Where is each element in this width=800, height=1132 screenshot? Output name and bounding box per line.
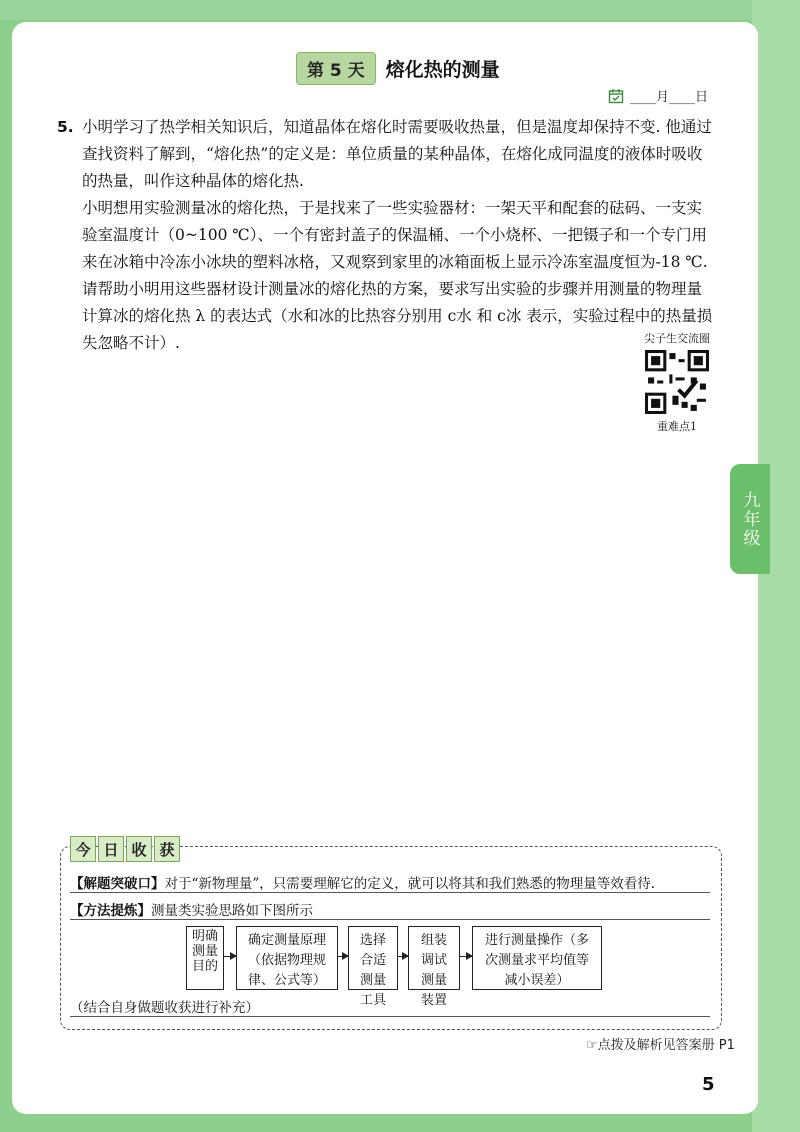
harvest-label bbox=[70, 836, 180, 862]
date-row bbox=[608, 86, 708, 105]
answer-reference: ☞点拨及解析见答案册 P1 bbox=[586, 1038, 735, 1053]
breakthrough-line bbox=[70, 872, 655, 892]
qr-code-icon[interactable] bbox=[645, 350, 709, 414]
calendar-icon bbox=[608, 88, 624, 104]
method-line bbox=[70, 899, 313, 919]
background-strip-top bbox=[0, 0, 800, 20]
flow-step-3: 选择合适测量工具 bbox=[348, 926, 398, 990]
page-number: 5 bbox=[702, 1074, 715, 1095]
harvest-label-char: 获 bbox=[154, 836, 180, 862]
question-paragraph-3: 请帮助小明用这些器材设计测量冰的熔化热的方案，要求写出实验的步骤并用测量的物理量计算冰的熔化热 λ 的表达式（水和冰的比热容分别用 c水 和 c冰 表示，实验过程中的热量损失忽略不计）. bbox=[82, 280, 713, 352]
qr-bottom-label: 重难点1 bbox=[657, 420, 697, 433]
harvest-label-char: 收 bbox=[126, 836, 152, 862]
flow-step-2: 确定测量原理（依据物理规律、公式等） bbox=[236, 926, 338, 990]
question-paragraph-1: 小明学习了热学相关知识后，知道晶体在熔化时需要吸收热量，但是温度却保持不变. 他通过查找资料了解到，“熔化热”的定义是：单位质量的某种晶体，在熔化成同温度的液体时吸收的热量，叫作这种晶体的熔化热. bbox=[82, 118, 712, 190]
flow-step-5: 进行测量操作（多次测量求平均值等减小误差） bbox=[472, 926, 602, 990]
method-text: 测量类实验思路如下图所示 bbox=[151, 903, 313, 919]
flow-arrow bbox=[338, 956, 348, 957]
rule-line bbox=[70, 1016, 710, 1017]
breakthrough-text: 对于“新物理量”，只需要理解它的定义，就可以将其和我们熟悉的物理量等效看待. bbox=[164, 876, 656, 892]
page-title bbox=[296, 52, 500, 85]
question-5 bbox=[58, 114, 716, 357]
flow-step-4: 组装调试测量装置 bbox=[408, 926, 460, 990]
qr-block bbox=[640, 330, 714, 434]
question-number: 5. bbox=[57, 118, 74, 136]
supplement-line: （结合自身做题收获进行补充） bbox=[70, 1000, 259, 1016]
grade-side-tab-label: 九年级 bbox=[739, 490, 760, 548]
grade-side-tab bbox=[730, 464, 770, 574]
flow-arrow bbox=[460, 956, 472, 957]
flow-arrow bbox=[398, 956, 408, 957]
day-tag: 第 5 天 bbox=[296, 52, 376, 85]
question-paragraph-2: 小明想用实验测量冰的熔化热，于是找来了一些实验器材：一架天平和配套的砝码、一支实验室温度计（0~100 ℃）、一个有密封盖子的保温桶、一个小烧杯、一把镊子和一个专门用来在冰箱中冷冻小冰块的塑料冰格，又观察到家里的冰箱面板上显示冷冻室温度恒为-18 ℃. bbox=[82, 199, 708, 271]
qr-top-label: 尖子生交流圈 bbox=[644, 332, 710, 345]
flow-step-1: 明确测量目的 bbox=[186, 926, 224, 990]
date-blank: ____月____日 bbox=[630, 90, 709, 105]
harvest-label-char: 日 bbox=[98, 836, 124, 862]
flow-arrow bbox=[224, 956, 236, 957]
rule-line bbox=[70, 892, 710, 893]
harvest-label-char: 今 bbox=[70, 836, 96, 862]
breakthrough-label: 【解题突破口】 bbox=[70, 876, 165, 892]
rule-line bbox=[70, 919, 710, 920]
title-text: 熔化热的测量 bbox=[385, 59, 500, 81]
method-label: 【方法提炼】 bbox=[70, 903, 151, 919]
